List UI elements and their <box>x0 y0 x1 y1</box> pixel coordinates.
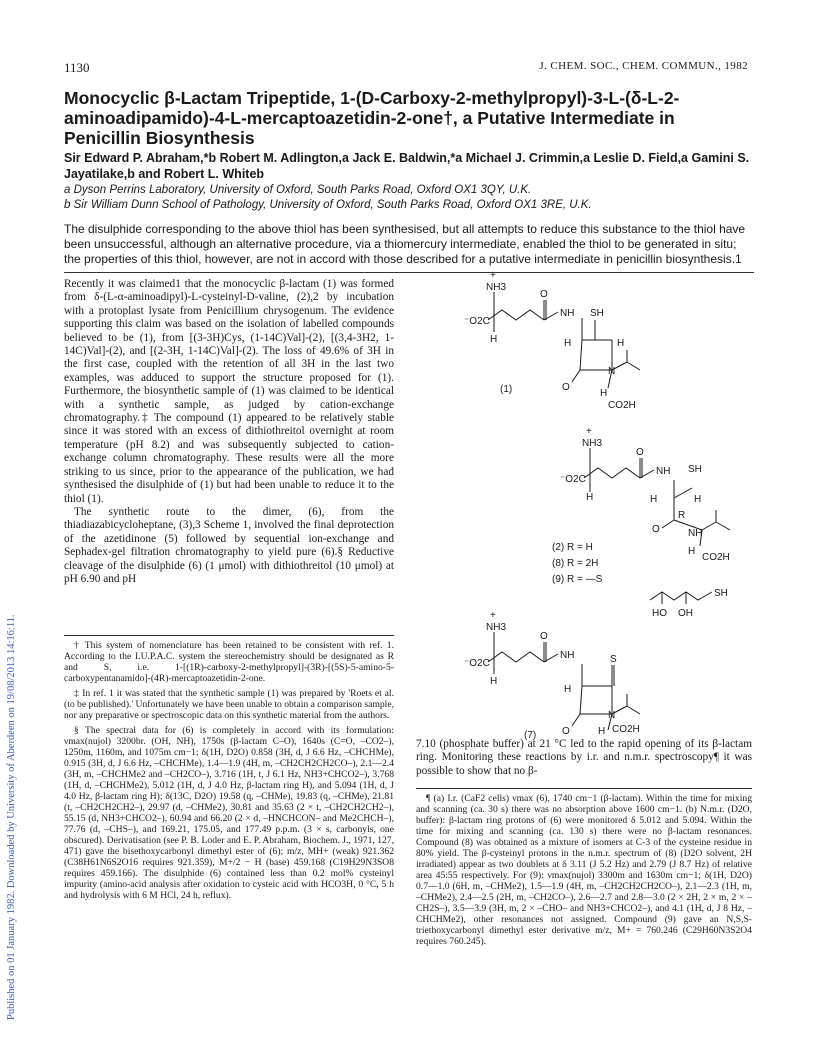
s9-sh: SH <box>714 588 728 599</box>
footnotes-left <box>64 640 394 905</box>
s1-n: N <box>608 366 616 377</box>
s2-nh2: NH <box>688 528 703 539</box>
s7-h2: H <box>564 684 572 695</box>
s2-sh: SH <box>688 464 702 475</box>
s7-label: (7) <box>524 730 537 740</box>
abstract: The disulphide corresponding to the above thiol has been synthesised, but all attempts to reduce this substance to the thiol have been unsuccessful, although an alternative procedure, via a thiomercury intermediate, enabled the thiol to be generated in situ; the properties of this thiol, however, are not in accord with those described for a putative intermediate in penicillin biosynthesis.1 <box>64 222 746 266</box>
s1-plus: + <box>490 270 496 281</box>
author-list: Sir Edward P. Abraham,*b Robert M. Adlington,a Jack E. Baldwin,*a Michael J. Crimmin,a Leslie D. Field,a Gamini S. Jayatilake,b and Robert L. Whiteb <box>64 151 750 181</box>
s1-ring-h1: H <box>564 338 572 349</box>
footnote-double-dagger: ‡ In ref. 1 it was stated that the synthetic sample (1) was prepared by 'Roets et al. (to be published).' Unfortunately we have been unable to obtain a comparison sample, nor any preparative or spectroscopic data on this synthetic material from the authors. <box>64 688 394 721</box>
s2-r-def-8: (8) R = 2H <box>552 558 599 569</box>
s7-nh3: NH3 <box>486 622 507 633</box>
body-paragraph: Recently it was claimed1 that the monocyclic β-lactam (1) was formed from δ-(L-α-aminoadipyl)-L-cysteinyl-D-valine, (2),2 by incubation with a protoplast lysate from Penicillium chrysogenum. The evidence supporting this claim was based on the isolation of labelled compounds believed to be (1), from [(3-3H)Cys, (1-14C)Val]-(2), [(3,4-3H2, 1-14C)Val]-(2), and [(2-3H, 1-14C)Val]-(2). The loss of 49.6% of 3H in the first case, coupled with the retention of all 3H in the last two examples, was adduced to support the structure proposed for (1). Furthermore, the biosynthetic sample of (1) was claimed to be identical with a synthetic sample, as judged by cation-exchange chromatography.‡ The compound (1) appeared to be relatively stable since it was stored with an excess of dithiothreitol overnight at room temperature (pH 8.2) and was subsequently subjected to cation-exchange column chromatography. These results were all the more striking to us since, prior to the appearance of the publication, we had synthesised the disulphide of (1) but had been unable to reduce it to the thiol (1). <box>64 278 394 505</box>
structure-figures <box>412 270 762 740</box>
s1-o-ring: O <box>562 382 570 393</box>
s7-n: N <box>608 710 616 721</box>
s1-h: H <box>490 334 498 345</box>
footnote-rule <box>64 635 394 636</box>
s2-r: R <box>678 510 686 521</box>
s2-o2c: ⁻O2C <box>560 474 586 485</box>
s2-h: H <box>586 492 594 503</box>
s2-o2: O <box>652 524 660 535</box>
s7-o-ring: O <box>562 726 570 737</box>
s7-h: H <box>490 676 498 687</box>
body-paragraph: The synthetic route to the dimer, (6), from the thiadiazabicycloheptane, (3),3 Scheme 1, involved the final deprotection of the azetidinone (5) followed by sequential ion-exchange and Sephadex-gel filtration chromatography to yield pure (6).§ Reductive cleavage of the disulphide (6) (1 μmol) with dithiothreitol (10 μmol) at pH 6.90 and pH <box>64 505 394 585</box>
s1-o2c: ⁻O2C <box>464 316 490 327</box>
body-right-column: 7.10 (phosphate buffer) at 21 °C led to the rapid opening of its β-lactam ring. Monitoring these reactions by i.r. and n.m.r. spectroscopy¶ it was possible to show that no β- <box>416 738 752 777</box>
s7-o: O <box>540 631 548 642</box>
s1-h-b: H <box>600 388 608 399</box>
s7-plus: + <box>490 610 496 621</box>
affiliation-b: b Sir William Dunn School of Pathology, University of Oxford, South Parks Road, Oxford OX1 3RE, U.K. <box>64 199 592 211</box>
body-left-column <box>64 278 394 586</box>
s7-nh: NH <box>560 650 575 661</box>
s1-o: O <box>540 289 548 300</box>
footnote-pilcrow: ¶ (a) I.r. (CaF2 cells) νmax (6), 1740 cm−1 (β-lactam). Within the time for mixing and scanning (ca. 30 s) there was no absorption above 1600 cm−1. (b) N.m.r. (D2O, buffer): β-lactam ring protons of (6) were monitored δ 5.012 and 5.094. Within the time for mixing and scanning (ca. 130 s) there were no β-lactam resonances. Compound (8) was obtained as a mixture of isomers at C-3 of the cysteine residue in 80% yield. The β-cysteinyl protons in the n.m.r. spectrum of (8) (D2O solvent, 2H irradiated) appear as two doublets at δ 3.11 (J 5.2 Hz) and 2.79 (J 8.7 Hz) of relative area 45:55 respectively. For (9): νmax(nujol) 3300m and 1630m cm−1; δ(1H, D2O) 0.7—1.0 (6H, m, –CHMe2), 1.5—1.9 (4H, m, –CH2CH2CH2CO–), 2.1—2.3 (1H, m, –CHMe2), 2.4—2.5 (2H, m, –CH2CO–), 2.6—2.7 and 2.8—3.0 (2 × 2H, 2 × m, 2 × –CH2S–), 3.5—3.9 (3H, m, 2 × –CHO– and NH3+CHCO2–), and 4.1 (1H, d, J 8 Hz, –CHCHMe2), other resonances not assigned. Compound (9) gave an N,S,S-triethoxycarbonyl dimethyl ester derivative m/z, M+ = 760.246 (C29H60N3S2O4 requires 760.245). <box>416 793 752 947</box>
article-title: Monocyclic β-Lactam Tripeptide, 1-(D-Carboxy-2-methylpropyl)-3-L-(δ-L-2-aminoadipamido)-4-L-mercaptoazetidin-2-one†, a Putative Intermediate in Penicillin Biosynthesis <box>64 88 680 148</box>
footnotes-right <box>416 793 752 947</box>
footnote-rule-right <box>416 788 752 789</box>
s1-nh3: NH3 <box>486 282 507 293</box>
running-head: J. CHEM. SOC., CHEM. COMMUN., 1982 <box>539 60 748 72</box>
s2-o: O <box>636 447 644 458</box>
s2-nh3: NH3 <box>582 438 603 449</box>
page-number: 1130 <box>64 60 90 75</box>
s2-r-def-2: (2) R = H <box>552 542 593 553</box>
affiliations <box>64 183 764 213</box>
download-stamp: Published on 01 January 1982. Downloaded by University of Aberdeen on 19/08/2013 14:16:11. <box>6 614 17 1020</box>
s7-co2h: CO2H <box>612 724 640 735</box>
s2-nh: NH <box>656 466 671 477</box>
footnote-dagger: † This system of nomenclature has been retained to be consistent with ref. 1. According to the I.U.P.A.C. system the stereochemistry should be designated as R and S, i.e. 1-[(1R)-carboxy-2-methylpropyl]-(3R)-[(5S)-5-amino-5-carboxypentanamido]-(4R)-mercaptoazetidin-2-one. <box>64 640 394 684</box>
s1-nh: NH <box>560 308 575 319</box>
footnote-section: § The spectral data for (6) is completely in accord with its formulation: νmax(nujol) 3200br. (OH, NH), 1750s (β-lactam C–O), 1640s (C=O, –CO2–), 1250m, 1160m, and 1075m cm−1; δ(1H, D2O) 0.858 (3H, d, J 6.6 Hz, –CHCHMe), 0.915 (3H, d, J 6.6 Hz, –CHCHMe), 1.4—1.9 (4H, m, –CH2CH2CH2CO–), 2.1—2.4 (3H, m, –CHCHMe2 and –CH2CO–), 3.716 (1H, t, J 6.1 Hz, NH3+CHCO2–), 3.768 (1H, d, –CHCHMe2), 5.012 (1H, d, J 4.0 Hz, β-lactam ring H), and 5.094 (1H, d, J 4.0 Hz, β-lactam ring H); δ(13C, D2O) 19.58 (q, –CHMe), 19.83 (q, –CHMe), 21.81 (t, –CH2CH2CH2–), 29.97 (d, –CHMe2), 30.81 and 35.63 (2 × t, –CH2CH2CH2–), 55.15 (d, NH3+CHCO2–), 60.94 and 66.20 (2 × d, –HNCHCON– and Me2CHCH–), 77.76 (d, –CHS–), and 169.21, 175.05, and 177.49 p.p.m. (3 × s, carbonyls, one obscured). Derivatisation (see P. B. Loder and E. P. Abraham, Biochem. J., 1971, 127, 471) gave the bisethoxycarbonyl dimethyl ester of (6); m/z, MH+ (weak) 921.362 (C38H61N6S2O16 requires 921.359), M+/2 − H (base) 459.168 (C19H29N3SO8 requires 459.166). The disulphide (6) contained less than 0.2 mol% cysteinyl impurity (amino-acid analysis after oxidation to cysteic acid with HCO3H, 0 °C, 5 h and hydrolysis with 6 M HCl, 24 h, reflux). <box>64 725 394 901</box>
s2-h2: H <box>650 494 658 505</box>
s7-h3: H <box>598 726 606 737</box>
s9-ho: HO <box>652 608 667 619</box>
s1-ring-h2: H <box>617 338 625 349</box>
s7-s: S <box>610 654 617 665</box>
s2-co2h: CO2H <box>702 552 730 563</box>
s2-r-def-9: (9) R = —S <box>552 574 603 585</box>
affiliation-a: a Dyson Perrins Laboratory, University of Oxford, South Parks Road, Oxford OX1 3QY, U.K. <box>64 184 532 196</box>
s2-h3: H <box>694 494 702 505</box>
s1-sh: SH <box>590 308 604 319</box>
s1-co2h: CO2H <box>608 400 636 411</box>
s1-label: (1) <box>500 384 513 395</box>
s9-oh: OH <box>678 608 693 619</box>
s2-h4: H <box>688 546 696 557</box>
s7-o2c: ⁻O2C <box>464 658 490 669</box>
s2-plus: + <box>586 426 592 437</box>
